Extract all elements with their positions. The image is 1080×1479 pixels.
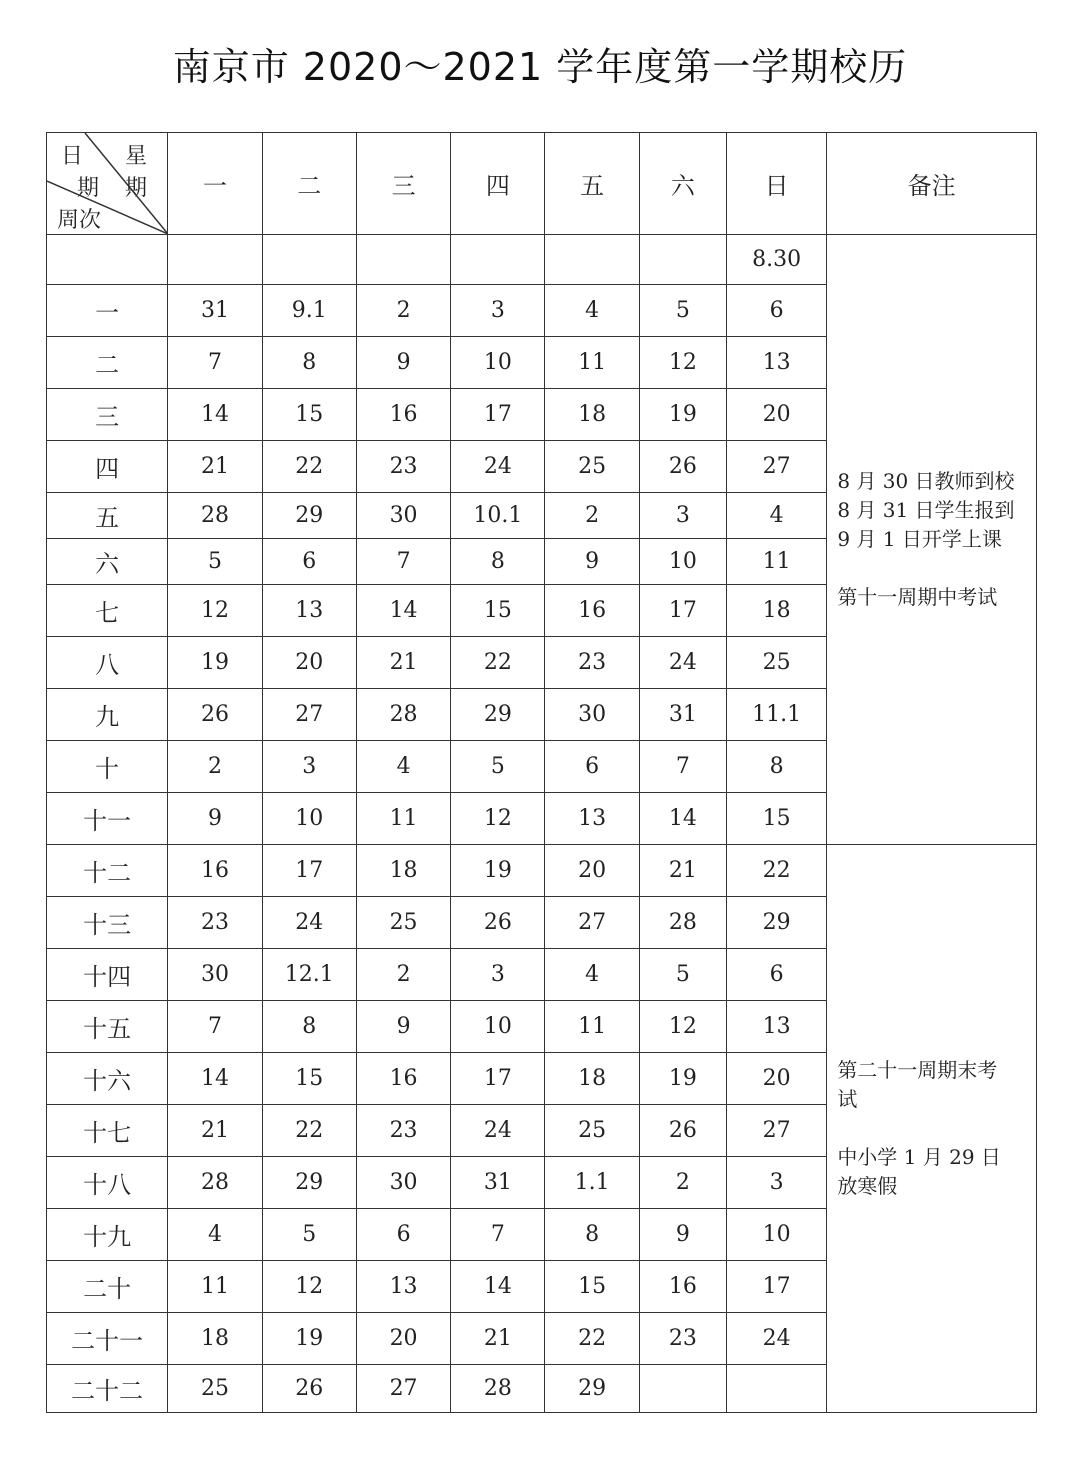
date-cell: 10: [262, 793, 356, 845]
date-cell: 26: [639, 1105, 726, 1157]
date-cell: 19: [262, 1313, 356, 1365]
date-cell: 2: [168, 741, 262, 793]
date-cell: 7: [639, 741, 726, 793]
date-cell: 30: [545, 689, 639, 741]
date-cell: 27: [545, 897, 639, 949]
date-cell: 11.1: [727, 689, 827, 741]
date-cell: [262, 235, 356, 285]
date-cell: 29: [727, 897, 827, 949]
date-cell: 18: [356, 845, 450, 897]
date-cell: 5: [168, 539, 262, 585]
date-cell: 5: [639, 949, 726, 1001]
date-cell: 10: [451, 337, 545, 389]
date-cell: 24: [451, 1105, 545, 1157]
date-cell: 8: [545, 1209, 639, 1261]
date-cell: 18: [545, 1053, 639, 1105]
week-number-cell: 五: [47, 493, 168, 539]
date-cell: 9.1: [262, 285, 356, 337]
remark-line: 中小学 1 月 29 日: [837, 1145, 1001, 1169]
date-cell: 9: [356, 1001, 450, 1053]
date-cell: 12: [168, 585, 262, 637]
week-number-cell: 十五: [47, 1001, 168, 1053]
date-cell: [356, 235, 450, 285]
date-cell: 6: [545, 741, 639, 793]
date-cell: 14: [451, 1261, 545, 1313]
date-cell: 13: [727, 1001, 827, 1053]
date-cell: 21: [356, 637, 450, 689]
date-cell: 17: [639, 585, 726, 637]
date-cell: 23: [356, 441, 450, 493]
date-cell: 18: [545, 389, 639, 441]
date-cell: 9: [168, 793, 262, 845]
date-cell: 30: [356, 1157, 450, 1209]
date-cell: 2: [545, 493, 639, 539]
header-mon: 一: [168, 133, 262, 235]
week-number-cell: 二: [47, 337, 168, 389]
week-number-cell: 十六: [47, 1053, 168, 1105]
date-cell: 6: [727, 285, 827, 337]
header-tue: 二: [262, 133, 356, 235]
date-cell: 7: [451, 1209, 545, 1261]
date-cell: 17: [451, 1053, 545, 1105]
week-number-cell: 七: [47, 585, 168, 637]
date-cell: 19: [451, 845, 545, 897]
date-cell: 1.1: [545, 1157, 639, 1209]
date-cell: 18: [168, 1313, 262, 1365]
remarks-cell: [827, 235, 1037, 845]
remark-line: 第十一周期中考试: [837, 585, 998, 609]
date-cell: 27: [727, 1105, 827, 1157]
date-cell: 3: [639, 493, 726, 539]
date-cell: 14: [356, 585, 450, 637]
date-cell: 31: [168, 285, 262, 337]
date-cell: 11: [545, 337, 639, 389]
date-cell: 4: [168, 1209, 262, 1261]
date-cell: 20: [727, 1053, 827, 1105]
remark-line: [837, 554, 1026, 583]
date-cell: 21: [639, 845, 726, 897]
date-cell: 22: [262, 441, 356, 493]
week-number-cell: 二十一: [47, 1313, 168, 1365]
date-cell: 8: [262, 337, 356, 389]
date-cell: 17: [727, 1261, 827, 1313]
date-cell: 2: [356, 285, 450, 337]
date-cell: 24: [727, 1313, 827, 1365]
date-cell: 25: [168, 1365, 262, 1413]
date-cell: 22: [262, 1105, 356, 1157]
date-cell: [727, 1365, 827, 1413]
table-row: [47, 845, 1037, 897]
date-cell: 13: [545, 793, 639, 845]
date-cell: 27: [727, 441, 827, 493]
date-cell: 23: [356, 1105, 450, 1157]
date-cell: 28: [451, 1365, 545, 1413]
date-cell: 10.1: [451, 493, 545, 539]
date-cell: 10: [727, 1209, 827, 1261]
date-cell: 6: [356, 1209, 450, 1261]
header-fri: 五: [545, 133, 639, 235]
date-cell: 19: [639, 389, 726, 441]
date-cell: 25: [545, 1105, 639, 1157]
corner-cell: [47, 133, 168, 235]
date-cell: 5: [451, 741, 545, 793]
week-number-cell: 二十: [47, 1261, 168, 1313]
date-cell: 26: [262, 1365, 356, 1413]
date-cell: 28: [168, 493, 262, 539]
date-cell: 4: [545, 949, 639, 1001]
date-cell: 15: [451, 585, 545, 637]
remark-line: 第二十一周期末考: [837, 1058, 998, 1082]
date-cell: 12: [262, 1261, 356, 1313]
date-cell: 21: [451, 1313, 545, 1365]
date-cell: 13: [356, 1261, 450, 1313]
remark-line: 试: [837, 1087, 858, 1111]
date-cell: 11: [545, 1001, 639, 1053]
date-cell: 28: [356, 689, 450, 741]
date-cell: 5: [262, 1209, 356, 1261]
date-cell: 30: [168, 949, 262, 1001]
date-cell: 22: [451, 637, 545, 689]
remark-line: 9 月 1 日开学上课: [837, 527, 1002, 551]
date-cell: 20: [727, 389, 827, 441]
date-cell: 21: [168, 1105, 262, 1157]
corner-qi1: 期: [77, 176, 100, 201]
date-cell: 15: [545, 1261, 639, 1313]
date-cell: 17: [451, 389, 545, 441]
date-cell: 27: [262, 689, 356, 741]
date-cell: 14: [639, 793, 726, 845]
week-number-cell: 二十二: [47, 1365, 168, 1413]
date-cell: 29: [262, 1157, 356, 1209]
date-cell: 29: [262, 493, 356, 539]
date-cell: 24: [262, 897, 356, 949]
date-cell: 9: [356, 337, 450, 389]
week-number-cell: [47, 235, 168, 285]
remark-line: 8 月 30 日教师到校: [837, 469, 1015, 493]
header-sat: 六: [639, 133, 726, 235]
date-cell: 22: [727, 845, 827, 897]
date-cell: 30: [356, 493, 450, 539]
date-cell: [168, 235, 262, 285]
date-cell: 8.30: [727, 235, 827, 285]
header-remarks: 备注: [827, 133, 1037, 235]
date-cell: 26: [639, 441, 726, 493]
corner-zhouci: 周次: [57, 208, 102, 233]
date-cell: 9: [639, 1209, 726, 1261]
week-number-cell: 十七: [47, 1105, 168, 1157]
table-row: [47, 235, 1037, 285]
date-cell: 7: [168, 1001, 262, 1053]
date-cell: [639, 235, 726, 285]
date-cell: 16: [356, 1053, 450, 1105]
date-cell: 26: [451, 897, 545, 949]
header-row: [47, 133, 1037, 235]
date-cell: 20: [262, 637, 356, 689]
date-cell: 3: [451, 949, 545, 1001]
date-cell: 22: [545, 1313, 639, 1365]
date-cell: 20: [545, 845, 639, 897]
date-cell: 24: [639, 637, 726, 689]
date-cell: 12: [639, 337, 726, 389]
week-number-cell: 十: [47, 741, 168, 793]
header-sun: 日: [727, 133, 827, 235]
date-cell: 23: [639, 1313, 726, 1365]
date-cell: 12: [639, 1001, 726, 1053]
date-cell: 9: [545, 539, 639, 585]
date-cell: 19: [639, 1053, 726, 1105]
date-cell: 16: [168, 845, 262, 897]
date-cell: 4: [356, 741, 450, 793]
week-number-cell: 十八: [47, 1157, 168, 1209]
date-cell: 2: [356, 949, 450, 1001]
corner-qi2: 期: [125, 176, 148, 201]
corner-ri: 日: [61, 144, 84, 169]
date-cell: 11: [168, 1261, 262, 1313]
date-cell: 2: [639, 1157, 726, 1209]
week-number-cell: 十二: [47, 845, 168, 897]
date-cell: 6: [262, 539, 356, 585]
date-cell: 8: [451, 539, 545, 585]
week-number-cell: 九: [47, 689, 168, 741]
week-number-cell: 八: [47, 637, 168, 689]
calendar-table: [46, 132, 1037, 1413]
date-cell: 31: [451, 1157, 545, 1209]
date-cell: 17: [262, 845, 356, 897]
date-cell: 20: [356, 1313, 450, 1365]
date-cell: 3: [262, 741, 356, 793]
date-cell: 13: [262, 585, 356, 637]
date-cell: 12: [451, 793, 545, 845]
date-cell: [639, 1365, 726, 1413]
week-number-cell: 十三: [47, 897, 168, 949]
week-number-cell: 十九: [47, 1209, 168, 1261]
date-cell: 7: [168, 337, 262, 389]
date-cell: 12.1: [262, 949, 356, 1001]
header-thu: 四: [451, 133, 545, 235]
remarks-cell: [827, 845, 1037, 1413]
date-cell: 5: [639, 285, 726, 337]
date-cell: 6: [727, 949, 827, 1001]
date-cell: 28: [168, 1157, 262, 1209]
remark-line: 8 月 31 日学生报到: [837, 498, 1015, 522]
date-cell: 13: [727, 337, 827, 389]
date-cell: 26: [168, 689, 262, 741]
date-cell: 23: [168, 897, 262, 949]
week-number-cell: 六: [47, 539, 168, 585]
date-cell: 19: [168, 637, 262, 689]
corner-xing: 星: [125, 144, 148, 169]
date-cell: 27: [356, 1365, 450, 1413]
date-cell: 16: [545, 585, 639, 637]
week-number-cell: 十四: [47, 949, 168, 1001]
date-cell: 21: [168, 441, 262, 493]
date-cell: 25: [727, 637, 827, 689]
date-cell: 11: [356, 793, 450, 845]
date-cell: 16: [356, 389, 450, 441]
date-cell: 15: [727, 793, 827, 845]
date-cell: 24: [451, 441, 545, 493]
remark-line: 放寒假: [837, 1174, 898, 1198]
date-cell: [451, 235, 545, 285]
date-cell: 8: [727, 741, 827, 793]
date-cell: 4: [545, 285, 639, 337]
header-wed: 三: [356, 133, 450, 235]
remark-line: [837, 1114, 1026, 1143]
date-cell: 29: [545, 1365, 639, 1413]
date-cell: 25: [356, 897, 450, 949]
date-cell: 28: [639, 897, 726, 949]
date-cell: 14: [168, 389, 262, 441]
week-number-cell: 十一: [47, 793, 168, 845]
date-cell: [545, 235, 639, 285]
week-number-cell: 四: [47, 441, 168, 493]
date-cell: 15: [262, 389, 356, 441]
date-cell: 3: [727, 1157, 827, 1209]
date-cell: 16: [639, 1261, 726, 1313]
page-title: 南京市 2020～2021 学年度第一学期校历: [172, 45, 908, 89]
date-cell: 15: [262, 1053, 356, 1105]
date-cell: 7: [356, 539, 450, 585]
date-cell: 3: [451, 285, 545, 337]
date-cell: 11: [727, 539, 827, 585]
date-cell: 25: [545, 441, 639, 493]
date-cell: 10: [451, 1001, 545, 1053]
date-cell: 8: [262, 1001, 356, 1053]
date-cell: 10: [639, 539, 726, 585]
week-number-cell: 三: [47, 389, 168, 441]
date-cell: 31: [639, 689, 726, 741]
date-cell: 18: [727, 585, 827, 637]
week-number-cell: 一: [47, 285, 168, 337]
date-cell: 29: [451, 689, 545, 741]
date-cell: 14: [168, 1053, 262, 1105]
date-cell: 4: [727, 493, 827, 539]
date-cell: 23: [545, 637, 639, 689]
